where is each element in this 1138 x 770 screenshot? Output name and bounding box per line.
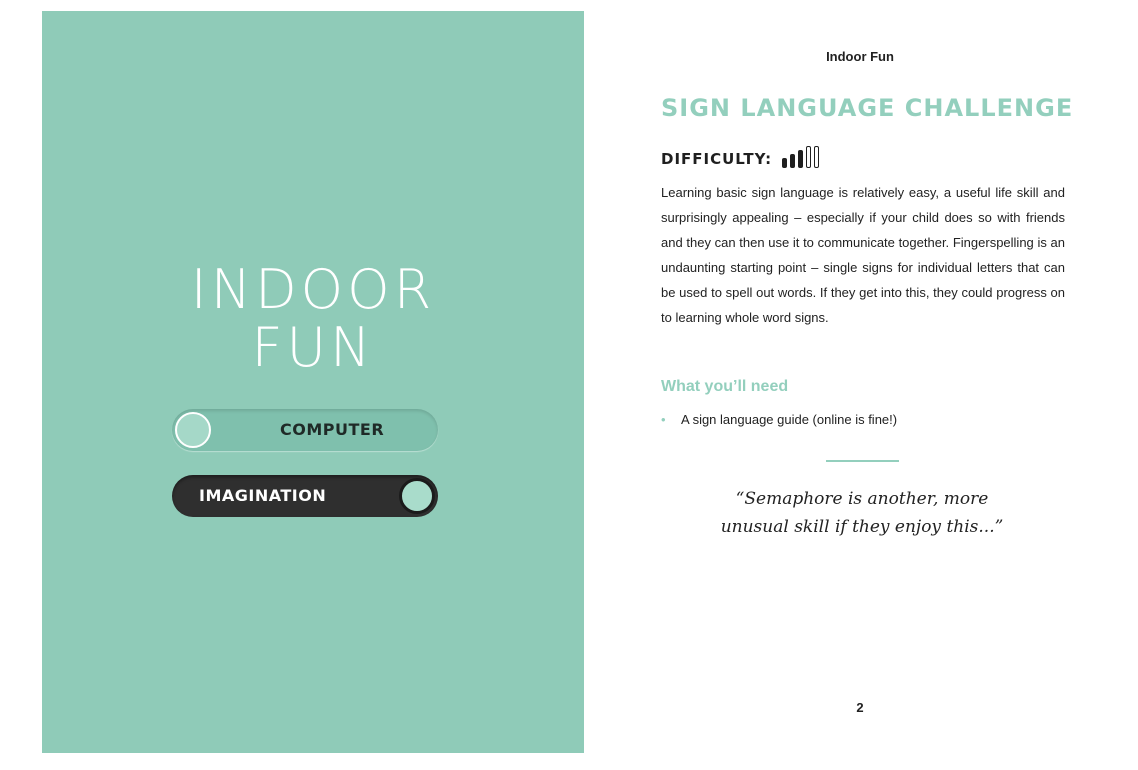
- difficulty-bar: [806, 146, 811, 168]
- running-head: Indoor Fun: [826, 49, 894, 64]
- list-item: [661, 410, 897, 430]
- need-item-text: A sign language guide (online is fine!): [681, 412, 898, 427]
- chapter-title-line2: FUN: [251, 316, 375, 379]
- toggle-knob: [175, 412, 211, 448]
- imagination-toggle-illustration: [172, 475, 438, 517]
- difficulty-bar: [814, 146, 819, 168]
- difficulty-label: DIFFICULTY:: [661, 150, 773, 168]
- difficulty-bar: [790, 154, 795, 168]
- difficulty-bars-icon: [782, 146, 819, 168]
- section-title: SIGN LANGUAGE CHALLENGE: [661, 94, 1074, 122]
- imagination-toggle-label: IMAGINATION: [199, 486, 327, 505]
- toggle-knob: [399, 478, 435, 514]
- what-you-need-heading: What you’ll need: [661, 378, 789, 395]
- computer-toggle-label: COMPUTER: [280, 420, 385, 439]
- page-number: 2: [856, 700, 864, 715]
- pull-quote: “Semaphore is another, more unusual skill if they enjoy this...”: [720, 489, 1004, 537]
- difficulty-rating: [661, 146, 819, 168]
- divider: [826, 460, 899, 462]
- bullet-icon: •: [661, 412, 666, 427]
- body-paragraph: Learning basic sign language is relatively easy, a useful life skill and surprisingly appealing – especially if your child does so with friends and they can then use it to communicate together. Fingerspelling is an undaunting starting point – single signs for individual letters that can be used to spell out words. If they get into this, they could progress on to learning whole word signs.: [661, 185, 1065, 325]
- chapter-cover-page: [42, 11, 584, 753]
- difficulty-bar: [782, 158, 787, 168]
- computer-toggle-illustration: [172, 409, 438, 451]
- difficulty-bar: [798, 150, 803, 168]
- needs-list: [661, 410, 897, 430]
- chapter-title-line1: INDOOR: [190, 258, 436, 321]
